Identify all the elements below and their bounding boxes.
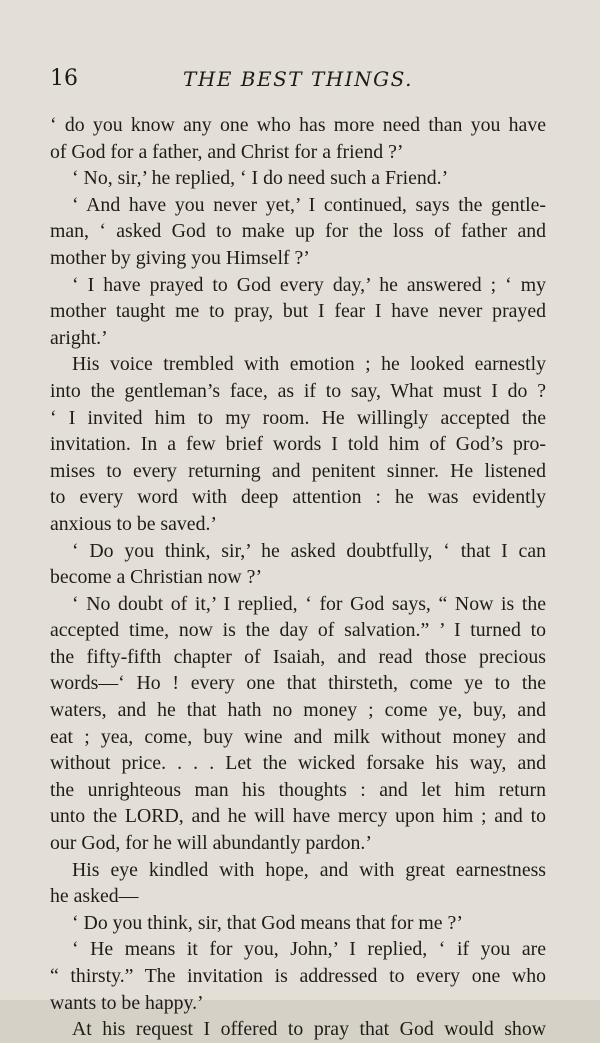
text-line: man, ‘ asked God to make up for the loss of father and [50,220,546,243]
text-line: ‘ I invited him to my room. He willingly accepted the [50,406,546,429]
text-line: ‘ I have prayed to God every day,’ he answered ; ‘ my [72,273,546,296]
text-line: without price. . . . Let the wicked forsake his way, and [50,752,546,775]
page-header [50,66,546,102]
text-line: the fifty-fifth chapter of Isaiah, and read those precious [50,645,546,668]
text-line: mother by giving you Himself ?’ [50,246,310,269]
text-line: into the gentleman’s face, as if to say, What must I do ? [50,379,546,402]
text-line: ‘ No, sir,’ he replied, ‘ I do need such a Friend.’ [72,167,449,190]
text-line: our God, for he will abundantly pardon.’ [50,832,372,855]
text-line: become a Christian now ?’ [50,566,263,589]
text-line: eat ; yea, come, buy wine and milk without money and [50,725,546,748]
text-line: His voice trembled with emotion ; he looked earnestly [72,353,546,376]
text-line: anxious to be saved.’ [50,512,218,535]
text-line: ‘ He means it for you, John,’ I replied, ‘ if you are [72,938,546,961]
text-line: the unrighteous man his thoughts : and let him return [50,778,546,801]
text-line: he asked— [50,885,139,908]
text-line: At his request I offered to pray that God would show [72,1018,546,1041]
text-line: ‘ do you know any one who has more need than you have [50,114,546,136]
body-text [50,112,546,1043]
text-line: His eye kindled with hope, and with great earnestness [72,858,546,881]
text-line: aright.’ [50,326,108,349]
text-line: ‘ Do you think, sir, that God means that for me ?’ [72,911,463,934]
page-number: 16 [50,66,78,91]
text-line: mother taught me to pray, but I fear I have never prayed [50,300,546,323]
text-line: to every word with deep attention : he was evidently [50,486,546,509]
text-line: accepted time, now is the day of salvation.” ’ I turned to [50,619,546,642]
text-line: ‘ Do you think, sir,’ he asked doubtfully, ‘ that I can [72,539,546,562]
running-title: THE BEST THINGS. [183,67,413,91]
text-line: “ thirsty.” The invitation is addressed to every one who [50,965,546,987]
text-line: ‘ And have you never yet,’ I continued, says the gentle- [72,193,546,216]
text-line: words—‘ Ho ! every one that thirsteth, come ye to the [50,672,546,695]
text-line: of God for a father, and Christ for a friend ?’ [50,140,404,163]
text-line: ‘ No doubt of it,’ I replied, ‘ for God says, “ Now is the [72,592,546,615]
text-line: invitation. In a few brief words I told him of God’s pro- [50,433,546,456]
text-line: mises to every returning and penitent sinner. He listened [50,459,546,482]
text-line: wants to be happy.’ [50,991,204,1014]
text-line: waters, and he that hath no money ; come ye, buy, and [50,699,546,722]
text-line: unto the LORD, and he will have mercy upon him ; and to [50,805,546,828]
